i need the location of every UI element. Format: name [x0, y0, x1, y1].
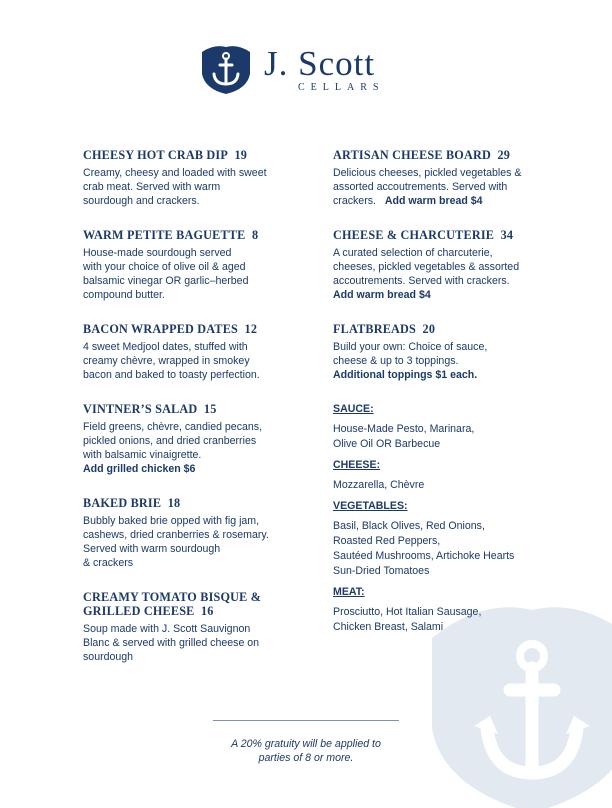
flatbread-toppings [333, 402, 558, 635]
menu-item [83, 148, 308, 208]
menu-item-title: WARM PETITE BAGUETTE 8 [83, 228, 259, 242]
menu-item [83, 322, 308, 382]
menu-right-column [333, 148, 558, 641]
menu-item-title: ARTISAN CHEESE BOARD 29 [333, 148, 511, 162]
menu-item [333, 228, 558, 302]
menu-item [83, 402, 308, 476]
menu-item [83, 496, 308, 570]
topping-category-label: MEAT: [333, 586, 365, 598]
menu-item-description: 4 sweet Medjool dates, stuffed with creamy chèvre, wrapped in smokey bacon and baked to toasty perfection. [83, 341, 260, 381]
menu-item-title: CREAMY TOMATO BISQUE & GRILLED CHEESE 16 [83, 590, 262, 618]
menu-item-description: House-made sourdough served with your choice of olive oil & aged balsamic vinegar OR garlic–herbed compound butter. [83, 247, 249, 301]
menu-item [83, 590, 308, 664]
add-on-text: Add warm bread $4 [333, 289, 431, 301]
menu-item-description: Creamy, cheesy and loaded with sweet crab meat. Served with warm sourdough and crackers. [83, 167, 267, 207]
menu-item-description: Delicious cheeses, pickled vegetables & assorted accoutrements. Served with crackers. Add warm bread $4 [333, 167, 522, 207]
menu-left-column [83, 148, 308, 684]
menu-item [333, 148, 558, 208]
footer-divider [213, 720, 399, 721]
topping-category-label: SAUCE: [333, 403, 374, 415]
menu-item-title: CHEESE & CHARCUTERIE 34 [333, 228, 514, 242]
menu-item-title: CHEESY HOT CRAB DIP 19 [83, 148, 248, 162]
topping-category-label: CHEESE: [333, 459, 381, 471]
add-on-text: Add grilled chicken $6 [83, 463, 196, 475]
brand-subtitle: CELLARS [298, 82, 385, 93]
menu-item [333, 322, 558, 382]
menu-item-description: Bubbly baked brie opped with fig jam, cashews, dried cranberries & rosemary. Served with warm sourdough & crackers [83, 515, 269, 569]
anchor-shield-icon [202, 44, 250, 94]
topping-options: Mozzarella, Chèvre [333, 479, 425, 491]
topping-options: Basil, Black Olives, Red Onions, Roasted Red Peppers, Sautéed Mushrooms, Artichoke Hearts Sun-Dried Tomatoes [333, 520, 515, 577]
menu-item-description: Field greens, chèvre, candied pecans, pickled onions, and dried cranberries with balsamic vinaigrette. Add grilled chicken $6 [83, 421, 263, 475]
gratuity-note: A 20% gratuity will be applied to parties of 8 or more. [231, 738, 381, 764]
menu-item-description: Build your own: Choice of sauce, cheese & up to 3 toppings. Additional toppings $1 each. [333, 341, 488, 381]
topping-category-label: VEGETABLES: [333, 500, 408, 512]
topping-options: Prosciutto, Hot Italian Sausage, Chicken Breast, Salami [333, 606, 482, 633]
menu-item-description: Soup made with J. Scott Sauvignon Blanc & served with grilled cheese on sourdough [83, 623, 260, 663]
brand-name: J. Scott [264, 44, 376, 83]
menu-item [83, 228, 308, 302]
menu-item-title: FLATBREADS 20 [333, 322, 436, 336]
menu-item-title: BAKED BRIE 18 [83, 496, 181, 510]
add-on-text: Add warm bread $4 [384, 195, 483, 207]
topping-options: House-Made Pesto, Marinara, Olive Oil OR Barbecue [333, 423, 475, 450]
brand-logo [202, 44, 408, 98]
menu-item-title: VINTNER’S SALAD 15 [83, 402, 217, 416]
menu-item-description: A curated selection of charcuterie, cheeses, pickled vegetables & assorted accoutrements. Served with crackers. Add warm bread $4 [333, 247, 520, 301]
add-on-text: Additional toppings $1 each. [333, 369, 478, 381]
menu-item-title: BACON WRAPPED DATES 12 [83, 322, 258, 336]
